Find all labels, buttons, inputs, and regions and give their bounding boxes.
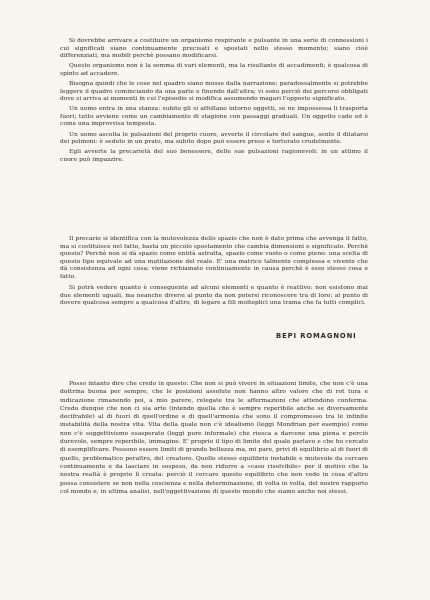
author-signature: BEPI ROMAGNONI: [276, 332, 357, 340]
paragraph: Questo organismo non è la somma di vari elementi, ma la risultante di accadimenti; è qualcosa di spinto ad accadere.: [60, 63, 368, 77]
paragraph: Si potrà vedere quanto è conseguente ad alcuni elementi e quanto è reattivo: non esistono mai due elementi uguali, ma neanche diversi al punto da non potersi riconoscere tra di loro; al punto di dovere qualcosa sempre a qualcosa d'altro, di legare a fili molteplici una trama che fa tutti complici.: [60, 285, 368, 307]
paragraph: Un uomo entra in una stanza: subito gli si affollano intorno oggetti, se ne impossessa li trasporta fuori; tutto avviene come un cambiamento di stagione con passaggi graduali. Un oggetto cade ed è come una improvvisa tempesta.: [60, 106, 368, 128]
paragraph: Posso intanto dire che credo in questo: Che non si può vivere in situazioni limite, che non c'è una dottrina buona per sempre, che le posizioni assolute non hanno altro valore che di rot tura e indicazione rimanendo poi, a mio parere, relegate tra le affermazioni che attendono conferma. Credo dunque che non ci sia arte (intendo quella che è sempre reperibile anche se diversamente decifrabile) al di fuori di quell'ordine e di quell'armonia che sono il compromesso tra le infinite instabilità della nostra vita. Vita della quale non c'è idealismo (leggi Mondrian per esempio) come non c'è soggettivismo esasperato (leggi pure informale) che riesca a darcene una piena e perciò durevole, sempre reperibile, immagine. E' proprio il tipo di limite del quale parlavo e che ho cercato di esemplificare. Possono essere limiti di grande bellezza ma, mi pare, privi di equilibrio al di fuori di quello, problematico peraltro, del creatore. Quello stesso equilibrio instabile e mutevole da cercare continuamente e da lasciare in sospeso, da non ridurre a «caso risolvibile» per il motivo che la nostra realtà è proprio lì creata: perciò il cercare questo equilibrio che non vedo in cosa d'altro possa consistere se non nella coscienza e nella determinazione, di volta in volta, del nostro rapporto col mondo e, in ultima analisi, nell'oggettivazione di questo mondo che siamo anche noi stessi.: [60, 381, 368, 495]
text-section-3: [60, 380, 368, 496]
paragraph: Si dovrebbe arrivare a costituire un organismo respirante e pulsante in una serie di connessioni i cui significati siano continuamente precisati e spostati nello stesso momento; siano cioè differenziati, ma mobili perchè possano modificarsi.: [60, 38, 368, 60]
paragraph: Egli avverte la precarietà del suo benessere, delle sue pulsazioni ragionevoli: in un attimo il cuore può impazzire.: [60, 149, 368, 163]
text-section-2: [60, 236, 368, 308]
paragraph: Un uomo ascolta le pulsazioni del proprio cuore, avverte il circolare del sangue, sente il dilatarsi dei polmoni: è seduto in un prato, ma subito dopo può essere preso e torturato crudelmente.: [60, 131, 368, 146]
paragraph: Bisogna quindi che le cose nel quadro siano mosse dalla narrazione; paradossalmente si potrebbe leggere il quadro cominciando da una parte e finendo dall'altra; vi sono perciò dei percorsi obbligati dove si arriva ai momenti in cui l'episodio si modifica assumendo magari l'opposto significato.: [60, 80, 368, 103]
paragraph: Il precario si identifica con la mutevolezza dello spazio che non è dato prima che avvenga il fatto, ma si costituisce nel fatto, basta un piccolo spostamento che cambia dimensioni e significato. Perchè questo? Perchè non si dà spazio come entità astratta, spazio come vuoto o come pieno: una scelta di questo tipo equivale ad una mutilazione del reale. E' una matrice talmente complessa e vivente che dà consistenza ad ogni cosa; viene richiamato continuamente in causa perchè è esso stesso cosa e fatto.: [60, 236, 368, 280]
text-section-1: [60, 38, 368, 164]
